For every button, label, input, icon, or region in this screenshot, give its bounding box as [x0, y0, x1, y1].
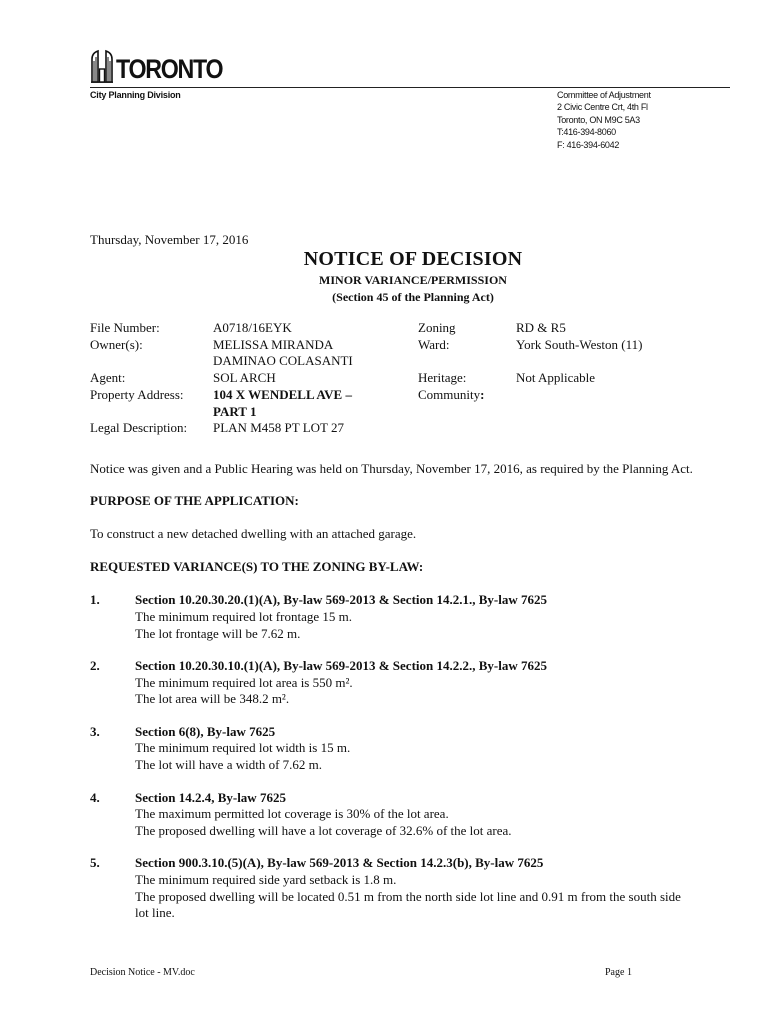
page-title: NOTICE OF DECISION	[303, 248, 523, 270]
hearing-notice: Notice was given and a Public Hearing was held on Thursday, November 17, 2016, as required by the Planning Act.	[90, 461, 693, 476]
logo-text: TORONTO	[116, 54, 223, 84]
variance-line: The minimum required lot area is 550 m².	[135, 675, 353, 690]
variances-heading: REQUESTED VARIANCE(S) TO THE ZONING BY-LAW:	[90, 559, 424, 574]
variance-section: Section 14.2.4, By-law 7625	[135, 790, 286, 805]
file-number-value: A0718/16EYK	[213, 320, 292, 335]
footer-filename: Decision Notice - MV.doc	[90, 967, 195, 978]
legal-description-label: Legal Description:	[90, 420, 188, 435]
toronto-logo	[90, 47, 240, 83]
address-line: Toronto, ON M9C 5A3	[557, 114, 640, 125]
variance-number: 3.	[90, 724, 100, 739]
variance-line: The proposed dwelling will have a lot coverage of 32.6% of the lot area.	[135, 823, 512, 838]
division-name: City Planning Division	[90, 90, 181, 100]
variance-line: The minimum required lot width is 15 m.	[135, 740, 351, 755]
page-subtitle: MINOR VARIANCE/PERMISSION	[319, 273, 507, 287]
owner-name: MELISSA MIRANDA	[213, 337, 334, 352]
page-number: Page 1	[605, 967, 632, 978]
variance-line: The minimum required lot frontage 15 m.	[135, 609, 352, 624]
variance-line: The lot frontage will be 7.62 m.	[135, 626, 301, 641]
agent-value: SOL ARCH	[213, 370, 276, 385]
community-label-text: Community	[418, 387, 481, 402]
zoning-value: RD & R5	[516, 320, 566, 335]
file-number-label: File Number:	[90, 320, 160, 335]
variance-line: The maximum permitted lot coverage is 30% of the lot area.	[135, 806, 449, 821]
office-address	[557, 89, 651, 151]
variance-line: The proposed dwelling will be located 0.51 m from the north side lot line and 0.91 m from the south side	[135, 889, 681, 904]
heritage-label: Heritage:	[418, 370, 467, 385]
agent-label: Agent:	[90, 370, 126, 385]
variance-number: 1.	[90, 592, 100, 607]
community-label-colon: :	[480, 387, 485, 402]
address-line: F: 416-394-6042	[557, 139, 620, 150]
city-hall-icon	[90, 49, 114, 83]
property-address-part: PART 1	[213, 404, 257, 419]
heritage-value: Not Applicable	[516, 370, 596, 385]
owners-label: Owner(s):	[90, 337, 143, 352]
community-label	[418, 387, 484, 404]
address-line: T:416-394-8060	[557, 127, 616, 138]
owner-name: DAMINAO COLASANTI	[213, 353, 353, 368]
zoning-label: Zoning	[418, 320, 456, 335]
variance-line: The minimum required side yard setback is 1.8 m.	[135, 872, 397, 887]
property-address-label: Property Address:	[90, 387, 184, 402]
variance-number: 2.	[90, 658, 100, 673]
variance-line: The lot will have a width of 7.62 m.	[135, 757, 323, 772]
address-line: Committee of Adjustment	[557, 90, 651, 100]
header-rule	[90, 87, 730, 88]
variance-line: lot line.	[135, 905, 175, 920]
legal-description-value: PLAN M458 PT LOT 27	[213, 420, 344, 435]
variance-section: Section 6(8), By-law 7625	[135, 724, 276, 739]
page-subtitle-act: (Section 45 of the Planning Act)	[332, 290, 494, 304]
purpose-text: To construct a new detached dwelling with an attached garage.	[90, 526, 417, 541]
variance-number: 5.	[90, 855, 100, 870]
variance-number: 4.	[90, 790, 100, 805]
ward-label: Ward:	[418, 337, 450, 352]
ward-value: York South-Weston (11)	[516, 337, 643, 352]
address-line: 2 Civic Centre Crt, 4th Fl	[557, 102, 648, 113]
variance-line: The lot area will be 348.2 m².	[135, 691, 290, 706]
property-address-value: 104 X WENDELL AVE –	[213, 387, 352, 402]
decision-date: Thursday, November 17, 2016	[90, 232, 249, 247]
purpose-heading: PURPOSE OF THE APPLICATION:	[90, 493, 299, 508]
variance-section: Section 10.20.30.20.(1)(A), By-law 569-2013 & Section 14.2.1., By-law 7625	[135, 592, 547, 607]
variance-section: Section 10.20.30.10.(1)(A), By-law 569-2013 & Section 14.2.2., By-law 7625	[135, 658, 547, 673]
variance-section: Section 900.3.10.(5)(A), By-law 569-2013 & Section 14.2.3(b), By-law 7625	[135, 855, 544, 870]
